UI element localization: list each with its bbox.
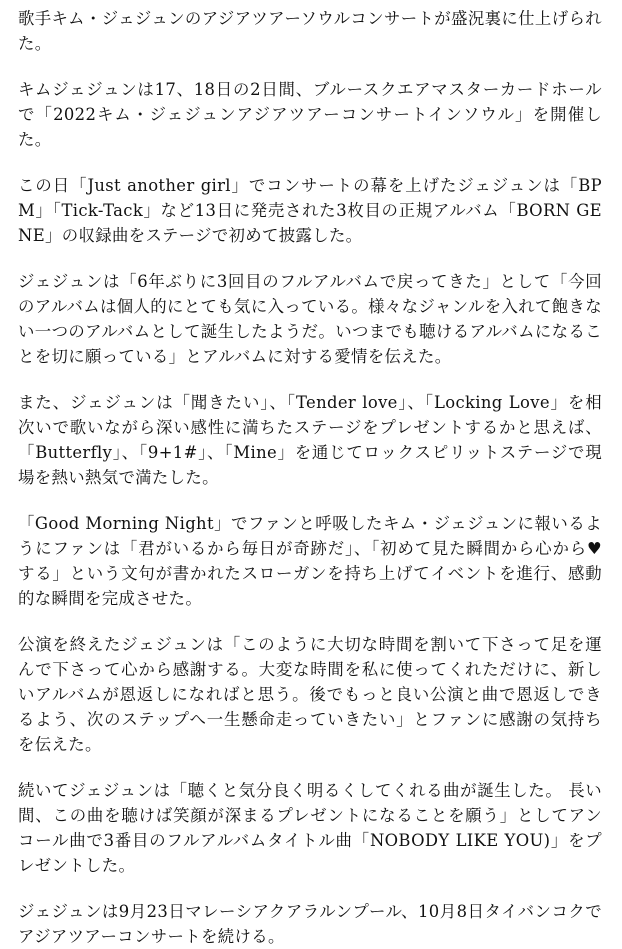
- paragraph-encore: 続いてジェジュンは「聴くと気分良く明るくしてくれる曲が誕生した。 長い間、この曲を聴けば笑顔が深まるプレゼントになることを願う」としてアンコール曲で3番目のフルアルバムタイトル曲「NOBODY LIKE YOU)」をプレゼントした。: [18, 781, 602, 875]
- paragraph-intro: 歌手キム・ジェジュンのアジアツアーソウルコンサートが盛況裏に仕上げられた。: [18, 9, 602, 53]
- paragraph-album-comment: ジェジュンは「6年ぶりに3回目のフルアルバムで戻ってきた」として「今回のアルバムは個人的にとても気に入っている。様々なジャンルを入れて飽きない一つのアルバムとして誕生したようだ。いつまでも聴けるアルバムになることを切に願っている」とアルバムに対する愛情を伝えた。: [18, 272, 602, 366]
- paragraph-closing-remarks: 公演を終えたジェジュンは「このように大切な時間を割いて下さって足を運んで下さって心から感謝する。大変な時間を私に使ってくれただけに、新しいアルバムが恩返しになればと思う。後でもっと良い公演と曲で恩返しできるよう、次のステップへ一生懸命走っていきたい」とファンに感謝の気持ちを伝えた。: [18, 635, 602, 754]
- paragraph-setlist-opening: この日「Just another girl」でコンサートの幕を上げたジェジュンは「BPM」「Tick-Tack」など13日に発売された3枚目の正規アルバム「BORN GENE」の収録曲をステージで初めて披露した。: [18, 176, 602, 245]
- paragraph-tour-schedule: ジェジュンは9月23日マレーシアクアラルンプール、10月8日タイバンコクでアジアツアーコンサートを続ける。: [18, 902, 602, 946]
- paragraph-fan-event: 「Good Morning Night」でファンと呼吸したキム・ジェジュンに報いるようにファンは「君がいるから毎日が奇跡だ」、「初めて見た瞬間から心から♥する」という文句が書かれたスローガンを持ち上げてイベントを進行、感動的な瞬間を完成させた。: [18, 514, 602, 608]
- paragraph-stage-songs: また、ジェジュンは「聞きたい」、「Tender love」、「Locking Love」を相次いで歌いながら深い感性に満ちたステージをプレゼントするかと思えば、「Butterfly」、「9+1#」、「Mine」を通じてロックスピリットステージで現場を熱い熱気で満たした。: [18, 393, 602, 487]
- paragraph-concert-info: キムジェジュンは17、18日の2日間、ブルースクエアマスターカードホールで「2022キム・ジェジュンアジアツアーコンサートインソウル」を開催した。: [18, 80, 602, 149]
